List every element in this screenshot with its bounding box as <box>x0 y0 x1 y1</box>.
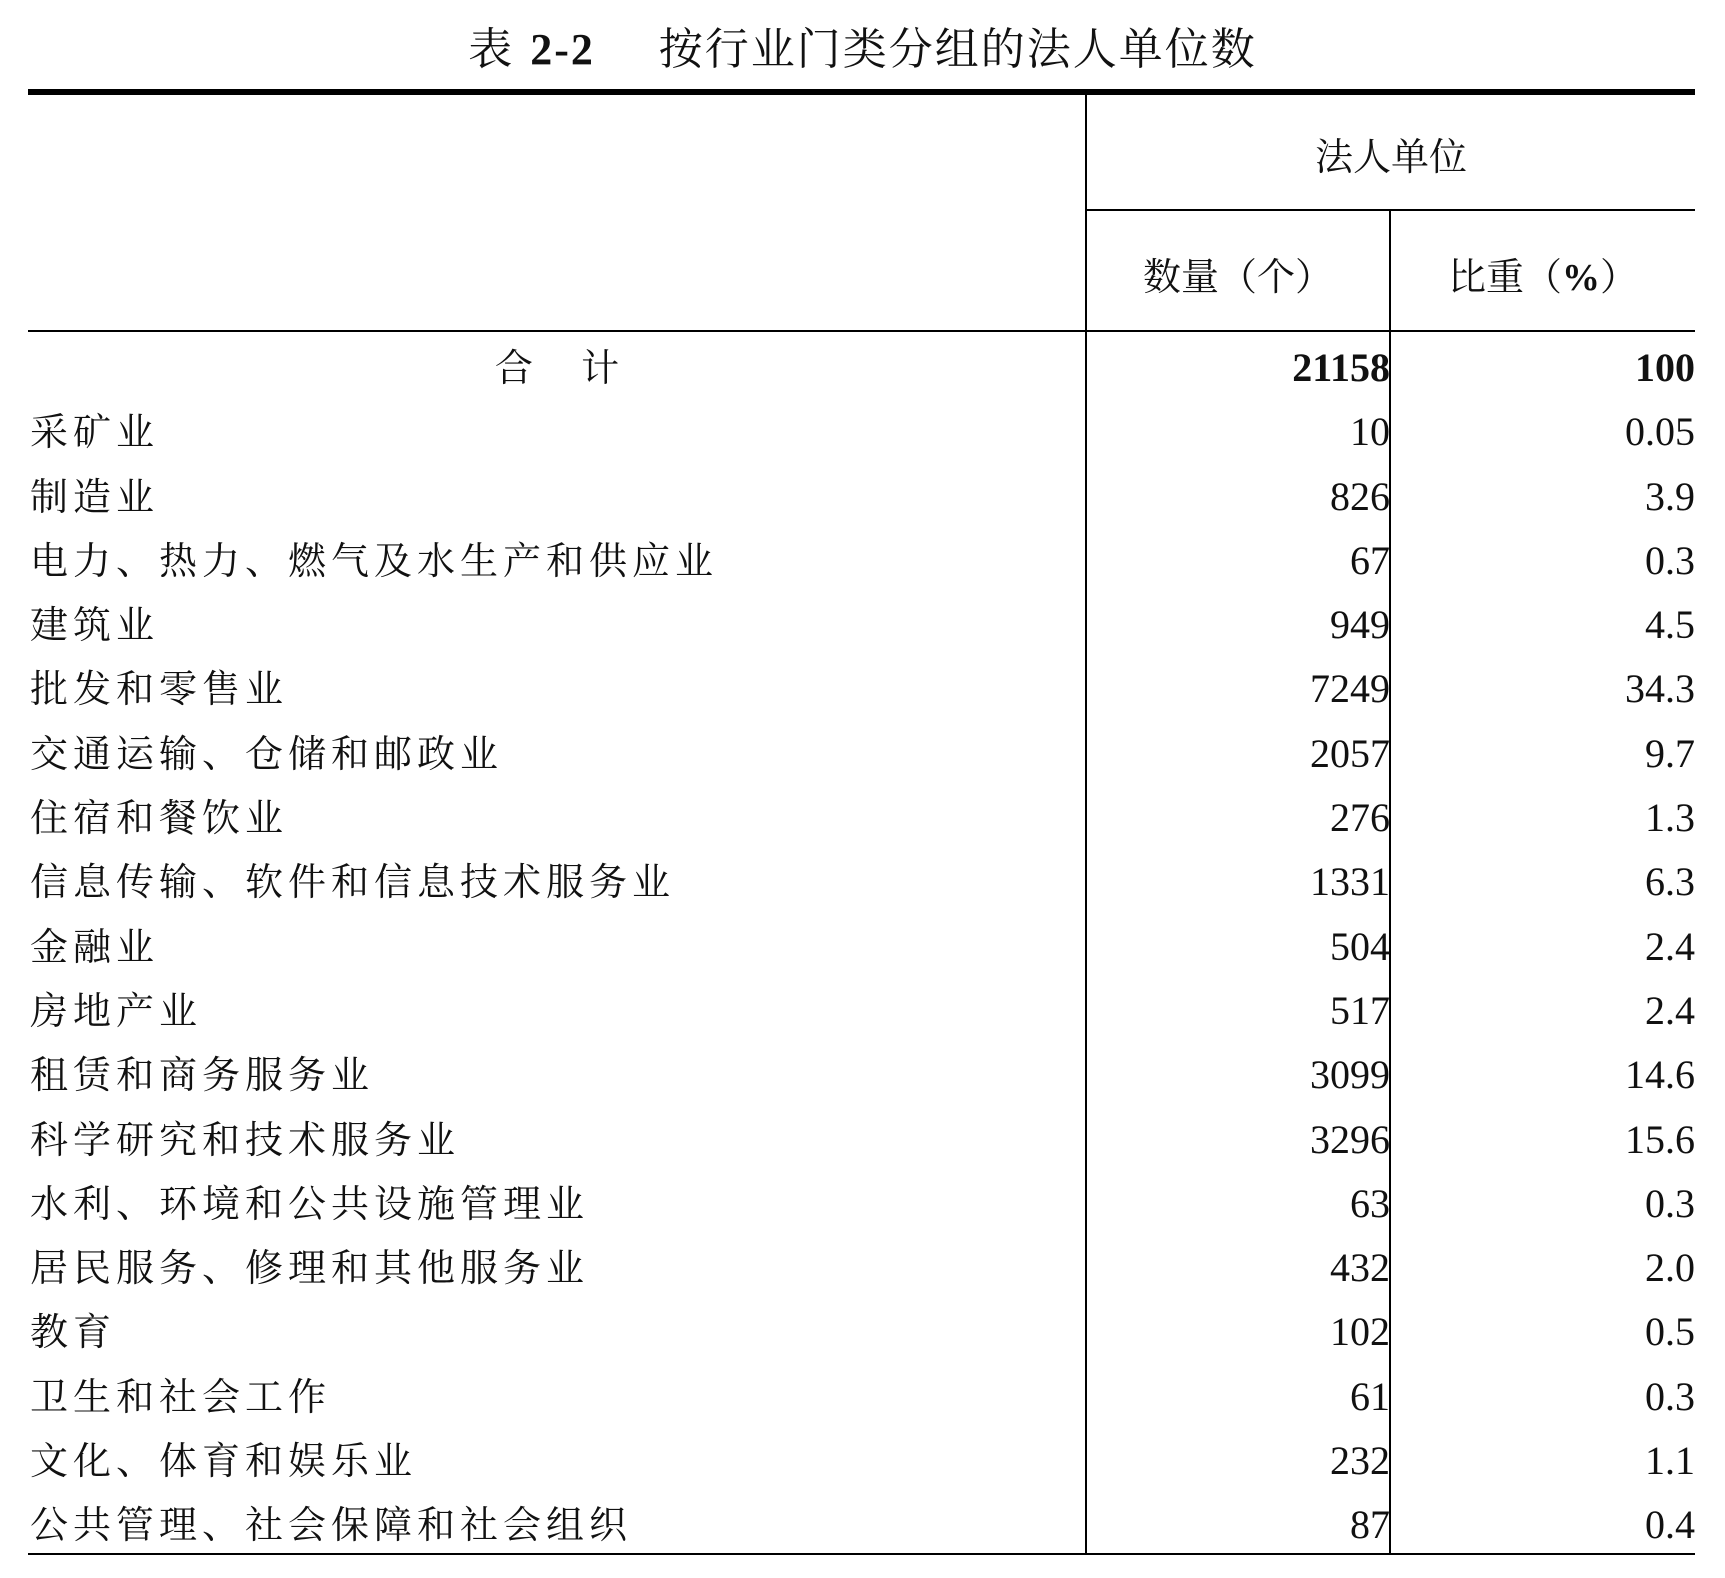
industry-percent: 2.4 <box>1645 987 1695 1033</box>
table-row <box>0 1365 1725 1429</box>
table-title-text: 按行业门类分组的法人单位数 <box>594 24 1257 75</box>
industry-count: 61 <box>1350 1373 1390 1419</box>
industry-count: 2057 <box>1310 730 1390 776</box>
industry-percent: 0.4 <box>1645 1502 1695 1548</box>
industry-count: 67 <box>1350 537 1390 583</box>
percent-symbol: % <box>1562 257 1600 299</box>
industry-label: 批发和零售业 <box>30 667 289 712</box>
industry-label: 公共管理、社会保障和社会组织 <box>30 1503 633 1548</box>
table-row <box>0 979 1725 1043</box>
table-row <box>0 1172 1725 1236</box>
header-percent-suffix: ） <box>1600 255 1639 299</box>
industry-percent: 0.3 <box>1645 1180 1695 1226</box>
industry-label: 制造业 <box>30 474 160 519</box>
industry-label: 交通运输、仓储和邮政业 <box>30 731 504 776</box>
industry-label: 教育 <box>30 1310 117 1355</box>
industry-percent: 9.7 <box>1645 730 1695 776</box>
table-row <box>0 1429 1725 1493</box>
header-group-rule <box>1086 209 1695 211</box>
industry-label: 建筑业 <box>30 603 160 648</box>
table-row <box>0 1043 1725 1107</box>
industry-label: 卫生和社会工作 <box>30 1374 332 1419</box>
industry-label: 房地产业 <box>30 988 203 1033</box>
industry-count: 7249 <box>1310 666 1390 712</box>
total-label: 合 计 <box>494 346 620 390</box>
industry-count: 87 <box>1350 1502 1390 1548</box>
table-row <box>0 593 1725 657</box>
industry-label: 租赁和商务服务业 <box>30 1053 375 1098</box>
table-row <box>0 1493 1725 1557</box>
top-rule <box>28 89 1695 95</box>
table-row <box>0 850 1725 914</box>
header-bottom-rule <box>28 330 1695 332</box>
industry-label: 科学研究和技术服务业 <box>30 1117 461 1162</box>
industry-count: 517 <box>1330 987 1390 1033</box>
table-row <box>0 722 1725 786</box>
industry-percent: 4.5 <box>1645 602 1695 648</box>
total-row <box>0 336 1725 400</box>
industry-percent: 1.3 <box>1645 795 1695 841</box>
header-percent <box>1391 252 1695 303</box>
industry-count: 3296 <box>1310 1116 1390 1162</box>
industry-label: 电力、热力、燃气及水生产和供应业 <box>30 538 719 583</box>
total-count: 21158 <box>1292 345 1390 390</box>
industry-percent: 0.5 <box>1645 1309 1695 1355</box>
industry-label: 住宿和餐饮业 <box>30 796 289 841</box>
table-body <box>0 336 1725 1558</box>
industry-count: 63 <box>1350 1180 1390 1226</box>
industry-percent: 3.9 <box>1645 473 1695 519</box>
table-row <box>0 529 1725 593</box>
industry-count: 102 <box>1330 1309 1390 1355</box>
industry-label: 信息传输、软件和信息技术服务业 <box>30 860 676 905</box>
table-row <box>0 1108 1725 1172</box>
industry-count: 276 <box>1330 795 1390 841</box>
table-number: 2-2 <box>530 25 595 74</box>
industry-label: 金融业 <box>30 924 160 969</box>
industry-percent: 2.0 <box>1645 1245 1695 1291</box>
table-row <box>0 1236 1725 1300</box>
industry-percent: 15.6 <box>1625 1116 1695 1162</box>
table-title-prefix: 表 <box>468 24 531 75</box>
industry-count: 432 <box>1330 1245 1390 1291</box>
table-row <box>0 786 1725 850</box>
table-title <box>0 20 1725 80</box>
table-row <box>0 1300 1725 1364</box>
table-row <box>0 400 1725 464</box>
industry-percent: 6.3 <box>1645 859 1695 905</box>
industry-label: 居民服务、修理和其他服务业 <box>30 1246 590 1291</box>
table-row <box>0 657 1725 721</box>
header-group-label: 法人单位 <box>1314 135 1467 179</box>
industry-count: 1331 <box>1310 859 1390 905</box>
industry-percent: 0.3 <box>1645 1373 1695 1419</box>
industry-count: 10 <box>1350 409 1390 455</box>
industry-label: 采矿业 <box>30 410 160 455</box>
industry-percent: 34.3 <box>1625 666 1695 712</box>
industry-percent: 1.1 <box>1645 1438 1695 1484</box>
industry-percent: 2.4 <box>1645 923 1695 969</box>
industry-count: 949 <box>1330 602 1390 648</box>
industry-percent: 14.6 <box>1625 1052 1695 1098</box>
table-row <box>0 915 1725 979</box>
industry-count: 826 <box>1330 473 1390 519</box>
total-percent: 100 <box>1635 345 1695 390</box>
industry-count: 504 <box>1330 923 1390 969</box>
industry-count: 3099 <box>1310 1052 1390 1098</box>
industry-percent: 0.3 <box>1645 537 1695 583</box>
industry-count: 232 <box>1330 1438 1390 1484</box>
industry-label: 水利、环境和公共设施管理业 <box>30 1181 590 1226</box>
industry-percent: 0.05 <box>1625 409 1695 455</box>
header-count: 数量（个） <box>1142 255 1333 299</box>
industry-label: 文化、体育和娱乐业 <box>30 1439 418 1484</box>
table-row <box>0 465 1725 529</box>
header-percent-prefix: 比重（ <box>1447 255 1562 299</box>
